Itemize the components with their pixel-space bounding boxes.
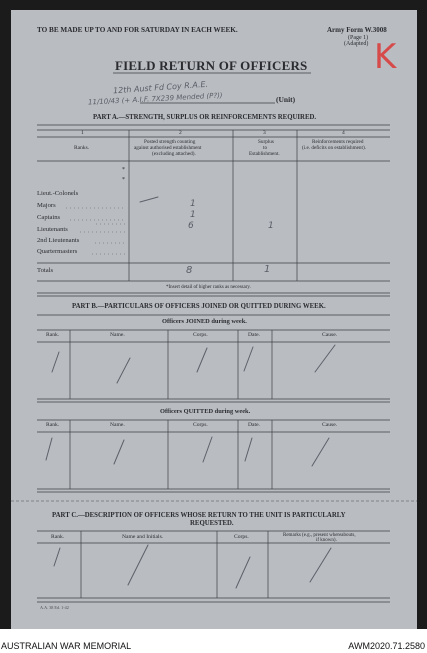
print-code: A.A. 38 Ed. 1-42	[40, 605, 69, 610]
asterisk-2: *	[122, 177, 125, 183]
joined-col-rank: Rank.	[46, 332, 60, 338]
col-surplus-line3: Establishment.	[249, 151, 280, 157]
form-number: Army Form W.3008	[327, 26, 387, 34]
col-surplus-line1: Surplus	[258, 139, 274, 145]
part-c-heading-line1: PART C.—DESCRIPTION OF OFFICERS WHOSE RETURN TO THE UNIT IS PARTICULARLY	[52, 512, 346, 519]
col-number-4: 4	[342, 130, 345, 136]
posted-captains: 1	[190, 210, 196, 220]
unit-label: (Unit)	[276, 95, 296, 104]
rank-captains: Captains	[37, 214, 61, 221]
caption-accession-number: AWM2020.71.2580	[348, 641, 425, 651]
col-number-2: 2	[179, 130, 182, 136]
partc-col-remarks-line1: Remarks (e.g., present whereabouts,	[283, 533, 356, 538]
joined-col-corps: Corps.	[193, 332, 208, 338]
partc-col-remarks-line2: if known).	[316, 538, 337, 543]
quitted-heading: Officers QUITTED during week.	[160, 408, 251, 415]
col-posted-line1: Posted strength counting	[144, 139, 196, 145]
surplus-totals: 1	[264, 264, 271, 275]
col-reinf-line2: (i.e. deficits on establishment).	[302, 145, 366, 151]
col-ranks-header: Ranks.	[74, 145, 90, 151]
part-c-heading-line2: REQUESTED.	[190, 520, 234, 527]
rank-majors: Majors	[37, 202, 56, 209]
rank-quartermasters: Quartermasters	[37, 248, 78, 255]
part-b-heading: PART B.—PARTICULARS OF OFFICERS JOINED OR QUITTED DURING WEEK.	[72, 303, 326, 310]
posted-majors: 1	[190, 199, 196, 209]
rank-lieutenants: Lieutenants	[37, 226, 68, 233]
joined-col-name: Name.	[110, 332, 125, 338]
partc-col-name: Name and Initials.	[122, 534, 164, 540]
rank-totals: Totals	[37, 267, 54, 274]
quitted-col-corps: Corps.	[193, 422, 208, 428]
posted-lieutenants: 6	[188, 221, 194, 231]
quitted-col-name: Name.	[110, 422, 125, 428]
col-reinf-line1: Reinforcements required	[312, 139, 364, 145]
rank-2nd-lieutenants: 2nd Lieutenants	[37, 237, 80, 244]
part-a-heading: PART A.—STRENGTH, SURPLUS OR REINFORCEMENTS REQUIRED.	[93, 114, 317, 121]
unit-handwriting-1: 12th Aust Fd Coy R.A.E.	[112, 79, 209, 96]
partc-col-rank: Rank.	[51, 534, 65, 540]
posted-totals: 8	[186, 265, 193, 276]
top-instruction: TO BE MADE UP TO AND FOR SATURDAY IN EACH WEEK.	[37, 26, 238, 34]
quitted-col-date: Date.	[248, 422, 260, 428]
quitted-col-cause: Cause.	[322, 422, 338, 428]
col-number-1: 1	[81, 130, 84, 136]
col-surplus-line2: to	[263, 145, 268, 151]
unit-handwriting-2: 11/10/43 (+ A.I.F. 7X239 Mended (P?))	[87, 91, 223, 107]
caption-institution: AUSTRALIAN WAR MEMORIAL	[1, 641, 132, 651]
col-number-3: 3	[263, 130, 266, 136]
col-posted-line3: (excluding attached).	[152, 151, 196, 157]
partc-col-corps: Corps.	[234, 534, 249, 540]
joined-col-date: Date.	[248, 332, 260, 338]
col-posted-line2: against authorised establishment	[134, 145, 202, 151]
form-page: (Page 1)	[348, 35, 369, 41]
rank-lieut-colonels: Lieut.-Colonels	[37, 190, 79, 197]
quitted-col-rank: Rank.	[46, 422, 60, 428]
asterisk-1: *	[122, 167, 125, 173]
form-adapted: (Adapted)	[344, 41, 369, 47]
stamp-k: K	[374, 37, 397, 77]
page-title: FIELD RETURN OF OFFICERS	[115, 58, 308, 73]
joined-col-cause: Cause.	[322, 332, 338, 338]
joined-heading: Officers JOINED during week.	[162, 318, 247, 325]
surplus-lieutenants: 1	[268, 221, 274, 231]
part-a-footnote: *Insert detail of higher ranks as necessary.	[166, 285, 251, 290]
